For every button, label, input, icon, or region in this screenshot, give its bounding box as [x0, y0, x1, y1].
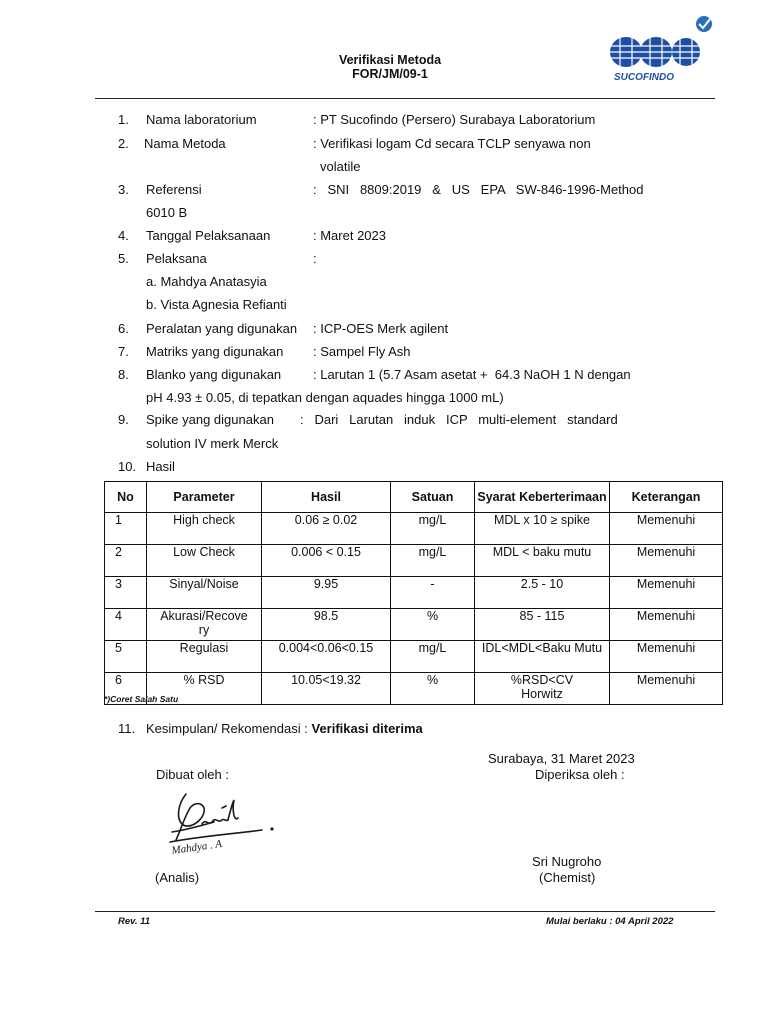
item-6-number: 6.: [118, 321, 129, 336]
col-header-satuan: Satuan: [391, 482, 475, 513]
cell-no: 1: [105, 513, 147, 545]
cell-hasil: 0.004<0.06<0.15: [262, 641, 391, 673]
cell-hasil: 10.05<19.32: [262, 673, 391, 705]
col-header-hasil: Hasil: [262, 482, 391, 513]
cell-keterangan: Memenuhi: [610, 673, 723, 705]
item-5-number: 5.: [118, 251, 129, 266]
item-8-number: 8.: [118, 367, 129, 382]
item-2-number: 2.: [118, 136, 129, 151]
conclusion-value: Verifikasi diterima: [311, 721, 423, 736]
item-1-value: : PT Sucofindo (Persero) Surabaya Laboratorium: [313, 112, 596, 127]
cell-keterangan: Memenuhi: [610, 641, 723, 673]
item-8-value: : Larutan 1 (5.7 Asam asetat + 64.3 NaOH 1 N dengan: [313, 367, 631, 382]
item-2-value-cont: volatile: [320, 159, 361, 174]
cell-satuan: mg/L: [391, 641, 475, 673]
item-3-value-cont: 6010 B: [146, 205, 188, 220]
item-10-number: 10.: [118, 459, 137, 474]
col-header-syarat: Syarat Keberterimaan: [475, 482, 610, 513]
cell-keterangan: Memenuhi: [610, 577, 723, 609]
item-2-label: Nama Metoda: [144, 136, 226, 151]
item-1-label: Nama laboratorium: [146, 112, 257, 127]
table-row: [105, 641, 723, 673]
item-3-number: 3.: [118, 182, 129, 197]
item-1-number: 1.: [118, 112, 129, 127]
results-table: [104, 481, 723, 705]
cell-parameter: Sinyal/Noise: [147, 577, 262, 609]
footer-divider: [95, 911, 715, 912]
cell-parameter: High check: [147, 513, 262, 545]
col-header-keterangan: Keterangan: [610, 482, 723, 513]
cell-parameter: % RSD: [147, 673, 262, 705]
place-date: Surabaya, 31 Maret 2023: [488, 751, 635, 766]
conclusion-label: Kesimpulan/ Rekomendasi :: [146, 721, 312, 736]
conclusion-line: [146, 721, 423, 737]
item-9-number: 9.: [118, 412, 129, 427]
item-3-value: : SNI 8809:2019 & US EPA SW-846-1996-Method: [313, 182, 644, 197]
item-5-sub-a: a. Mahdya Anatasyia: [146, 274, 267, 289]
cell-no: 2: [105, 545, 147, 577]
table-row: [105, 545, 723, 577]
document-title: Verifikasi Metoda: [338, 53, 442, 67]
item-5-label: Pelaksana: [146, 251, 207, 266]
document-code: FOR/JM/09-1: [352, 67, 428, 81]
header-divider: [95, 98, 715, 99]
checker-name: Sri Nugroho: [532, 854, 602, 869]
cell-no: 4: [105, 609, 147, 641]
cell-no: 3: [105, 577, 147, 609]
item-7-value: : Sampel Fly Ash: [313, 344, 411, 359]
checker-role: (Chemist): [539, 870, 596, 885]
cell-satuan: %: [391, 609, 475, 641]
item-6-label: Peralatan yang digunakan: [146, 321, 298, 336]
item-8-label: Blanko yang digunakan: [146, 367, 282, 382]
item-7-label: Matriks yang digunakan: [146, 344, 284, 359]
table-row: [105, 609, 723, 641]
item-9-label: Spike yang digunakan: [146, 412, 274, 427]
cell-syarat: %RSD<CV Horwitz: [475, 673, 610, 705]
item-5-sub-b: b. Vista Agnesia Refianti: [146, 297, 287, 312]
item-9-value-cont: solution IV merk Merck: [146, 436, 279, 451]
cell-hasil: 0.06 ≥ 0.02: [262, 513, 391, 545]
item-9-value: : Dari Larutan induk ICP multi-element standard: [300, 412, 618, 427]
item-5-value: :: [313, 251, 317, 266]
cell-parameter: Regulasi: [147, 641, 262, 673]
footer-revision: Rev. 11: [118, 916, 151, 927]
logo-text: SUCOFINDO: [614, 72, 674, 83]
cell-keterangan: Memenuhi: [610, 545, 723, 577]
cell-satuan: mg/L: [391, 513, 475, 545]
table-note: *)Coret Salah Satu: [104, 694, 179, 704]
table-row: [105, 513, 723, 545]
cell-syarat: MDL < baku mutu: [475, 545, 610, 577]
table-header-row: [105, 482, 723, 513]
cell-no: 6: [105, 673, 147, 705]
col-header-parameter: Parameter: [147, 482, 262, 513]
col-header-no: No: [105, 482, 147, 513]
checked-by-label: Diperiksa oleh :: [535, 767, 625, 782]
analyst-signature: [142, 782, 282, 862]
cell-syarat: IDL<MDL<Baku Mutu: [475, 641, 610, 673]
item-2-value: : Verifikasi logam Cd secara TCLP senyawa non: [313, 136, 591, 151]
cell-syarat: MDL x 10 ≥ spike: [475, 513, 610, 545]
made-by-label: Dibuat oleh :: [156, 767, 229, 782]
cell-satuan: mg/L: [391, 545, 475, 577]
sucofindo-logo: [606, 14, 718, 84]
cell-parameter: Akurasi/Recovery: [147, 609, 262, 641]
cell-syarat: 2.5 - 10: [475, 577, 610, 609]
cell-no: 5: [105, 641, 147, 673]
cell-satuan: -: [391, 577, 475, 609]
table-row: [105, 673, 723, 705]
conclusion-number: 11.: [118, 721, 136, 736]
table-row: [105, 577, 723, 609]
cell-parameter: Low Check: [147, 545, 262, 577]
item-7-number: 7.: [118, 344, 129, 359]
cell-hasil: 98.5: [262, 609, 391, 641]
cell-hasil: 0.006 < 0.15: [262, 545, 391, 577]
analyst-role: (Analis): [155, 870, 200, 885]
item-8-value-cont: pH 4.93 ± 0.05, di tepatkan dengan aquades hingga 1000 mL): [146, 390, 504, 405]
item-4-number: 4.: [118, 228, 129, 243]
cell-satuan: %: [391, 673, 475, 705]
cell-keterangan: Memenuhi: [610, 513, 723, 545]
item-4-value: : Maret 2023: [313, 228, 386, 243]
item-10-label: Hasil: [146, 459, 175, 474]
logo-check-icon: [696, 16, 712, 32]
cell-syarat: 85 - 115: [475, 609, 610, 641]
item-3-label: Referensi: [146, 182, 202, 197]
signature-name-text: Mahdya . A: [170, 838, 223, 857]
footer-effective-date: Mulai berlaku : 04 April 2022: [546, 916, 674, 927]
item-4-label: Tanggal Pelaksanaan: [146, 228, 271, 243]
cell-hasil: 9.95: [262, 577, 391, 609]
cell-keterangan: Memenuhi: [610, 609, 723, 641]
item-6-value: : ICP-OES Merk agilent: [313, 321, 449, 336]
